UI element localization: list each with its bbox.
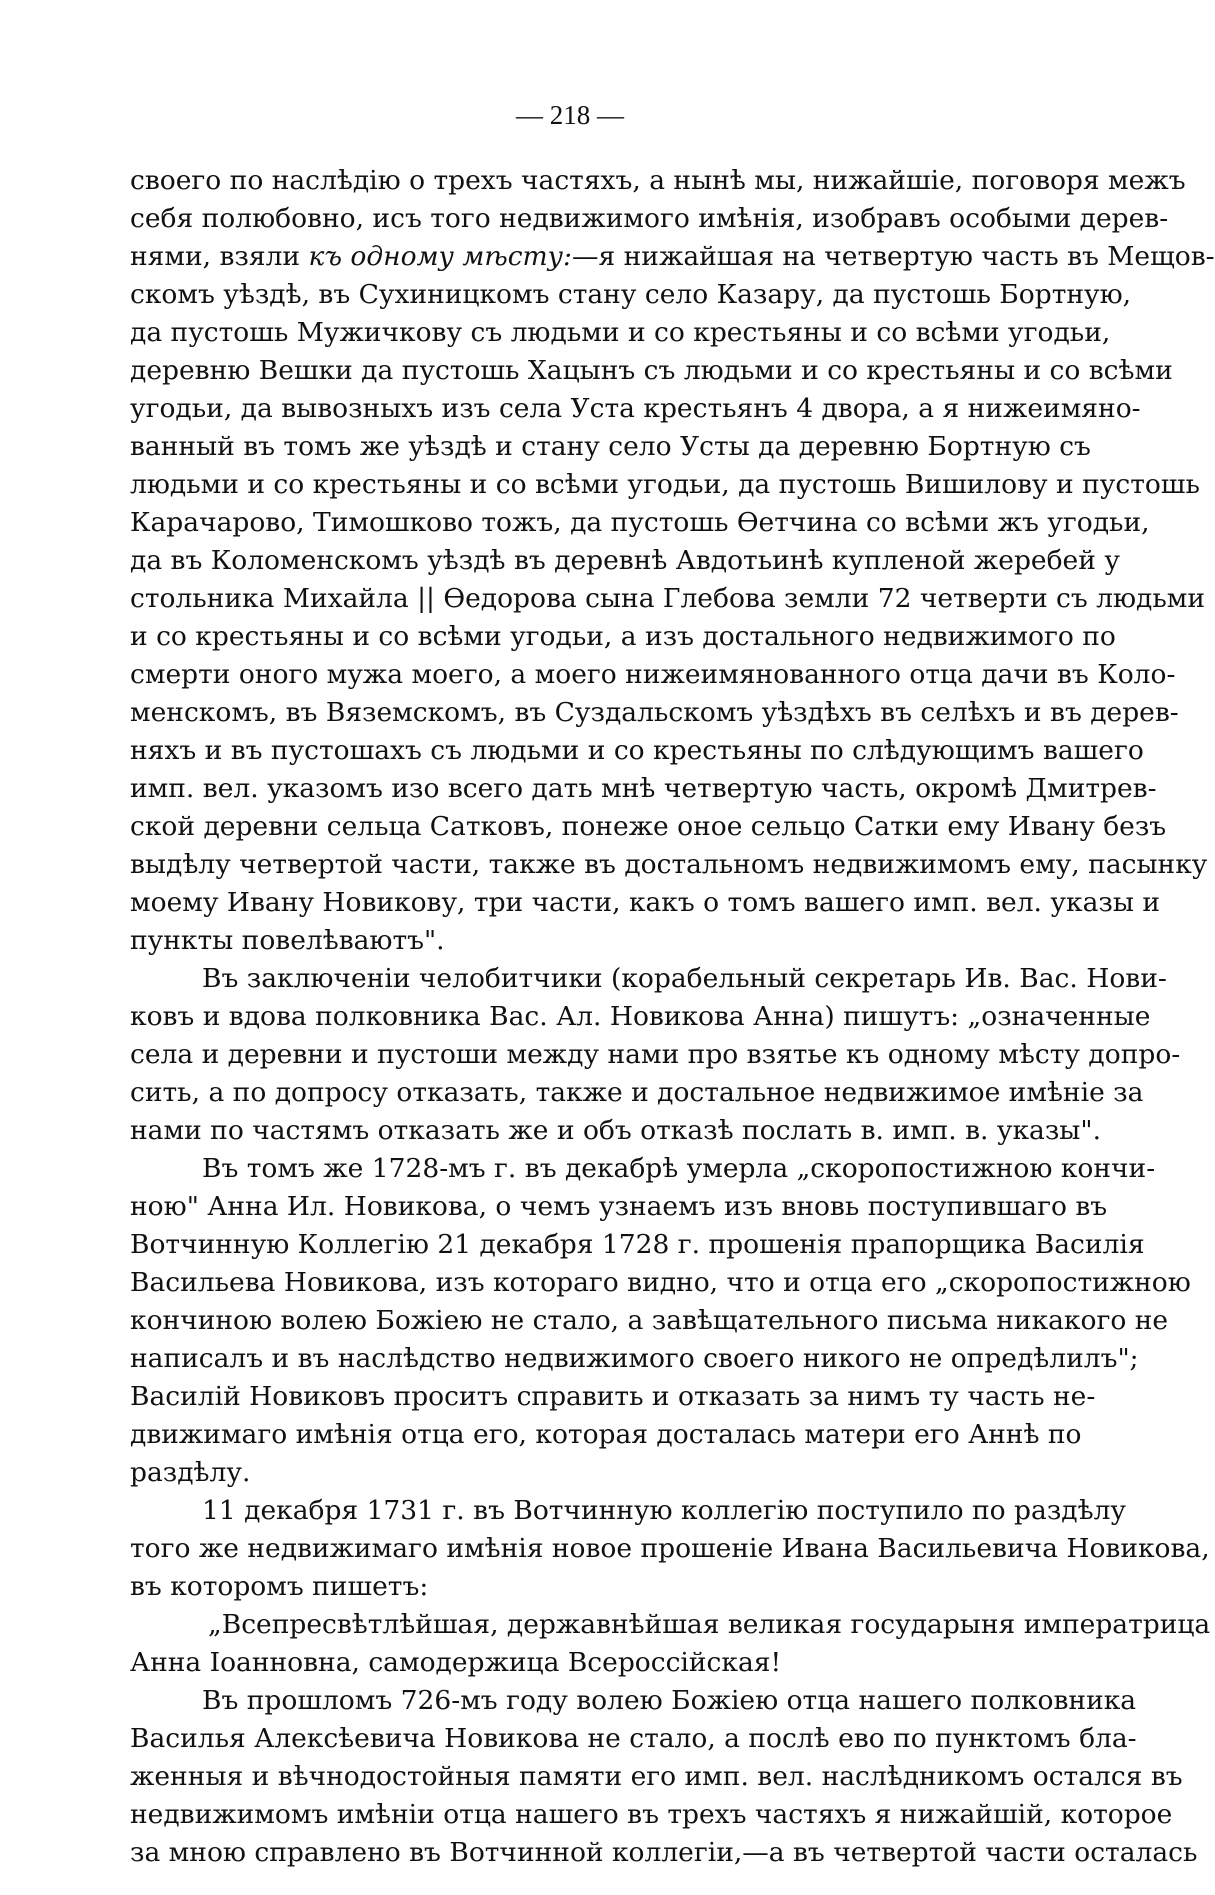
paragraph-first-line: Въ прошломъ 726-мъ году волею Божіею отца нашего полковника <box>202 1685 1137 1716</box>
page-number: — 218 — <box>516 100 624 130</box>
text-line: ковъ и вдова полковника Вас. Ал. Новикова Анна) пишутъ: „означенные <box>130 1001 1151 1032</box>
text-span: нями, взяли <box>130 241 309 272</box>
text-line: Васильева Новикова, изъ котораго видно, что и отца его „скоропостижною <box>130 1267 1191 1298</box>
text-line: смерти оного мужа моего, а моего нижеимянованного отца дачи въ Коло- <box>130 659 1176 690</box>
text-line: да пустошь Мужичкову съ людьми и со крестьяны и со всѣми угодьи, <box>130 317 1111 348</box>
text-line: своего по наслѣдію о трехъ частяхъ, а нынѣ мы, нижайшіе, поговоря межъ <box>130 165 1186 196</box>
text-line: того же недвижимаго имѣнія новое прошеніе Ивана Васильевича Новикова, <box>130 1533 1210 1564</box>
text-line: имп. вел. указомъ изо всего дать мнѣ четвертую часть, окромѣ Дмитрев- <box>130 773 1157 804</box>
text-line: скомъ уѣздѣ, въ Сухиницкомъ стану село Казару, да пустошь Бортную, <box>130 279 1132 310</box>
paragraph-first-line: Въ томъ же 1728-мъ г. въ декабрѣ умерла „скоропостижною кончи- <box>202 1153 1156 1184</box>
text-line: выдѣлу четвертой части, также въ достальномъ недвижимомъ ему, пасынку <box>130 849 1208 880</box>
paragraph-first-line: Въ заключеніи челобитчики (корабельный секретарь Ив. Вас. Нови- <box>202 963 1167 994</box>
text-line: ванный въ томъ же уѣздѣ и стану село Усты да деревню Бортную съ <box>130 431 1091 462</box>
text-span: —я нижайшая на четвертую часть въ Мещов- <box>571 241 1215 272</box>
text-line: нами по частямъ отказать же и объ отказѣ послать в. имп. в. указы". <box>130 1115 1102 1146</box>
text-line: людьми и со крестьяны и со всѣми угодьи, да пустошь Вишилову и пустошь <box>130 469 1200 500</box>
text-line: въ которомъ пишетъ: <box>130 1571 429 1602</box>
text-line: и со крестьяны и со всѣми угодьи, а изъ достального недвижимого по <box>130 621 1116 652</box>
text-line: менскомъ, въ Вяземскомъ, въ Суздальскомъ уѣздѣхъ въ селѣхъ и въ дерев- <box>130 697 1179 728</box>
text-line: да въ Коломенскомъ уѣздѣ въ деревнѣ Авдотьинѣ купленой жеребей у <box>130 545 1120 576</box>
body-text <box>130 162 1215 1872</box>
text-line: няхъ и въ пустошахъ съ людьми и со крестьяны по слѣдующимъ вашего <box>130 735 1144 766</box>
text-line: написалъ и въ наслѣдство недвижимого своего никого не опредѣлилъ"; <box>130 1343 1139 1374</box>
text-line: Анна Іоанновна, самодержица Всероссійская! <box>130 1647 782 1678</box>
text-line: недвижимомъ имѣніи отца нашего въ трехъ частяхъ я нижайшій, которое <box>130 1799 1173 1830</box>
text-line: Вотчинную Коллегію 21 декабря 1728 г. прошенія прапорщика Василія <box>130 1229 1145 1260</box>
text-line: деревню Вешки да пустошь Хацынъ съ людьми и со крестьяны и со всѣми <box>130 355 1173 386</box>
paragraph-first-line: 11 декабря 1731 г. въ Вотчинную коллегію поступило по раздѣлу <box>202 1495 1126 1526</box>
text-line: пункты повелѣваютъ". <box>130 925 445 956</box>
text-line: себя полюбовно, исъ того недвижимого имѣнія, изобравъ особыми дерев- <box>130 203 1169 234</box>
text-line: сить, а по допросу отказать, также и достальное недвижимое имѣніе за <box>130 1077 1144 1108</box>
text-line: раздѣлу. <box>130 1457 251 1488</box>
text-line: Василья Алексѣевича Новикова не стало, а послѣ ево по пунктомъ бла- <box>130 1723 1137 1754</box>
text-line: Карачарово, Тимошково тожъ, да пустошь Ѳетчина со всѣми жъ угодьи, <box>130 507 1150 538</box>
text-line: женныя и вѣчнодостойныя памяти его имп. вел. наслѣдникомъ остался въ <box>130 1761 1183 1792</box>
text-line: стольника Михайла || Ѳедорова сына Глебова земли 72 четверти съ людьми <box>130 583 1206 614</box>
text-line: ною" Анна Ил. Новикова, о чемъ узнаемъ изъ вновь поступившаго въ <box>130 1191 1108 1222</box>
text-line: ской деревни сельца Сатковъ, понеже оное сельцо Сатки ему Ивану безъ <box>130 811 1167 842</box>
text-line: моему Ивану Новикову, три части, какъ о томъ вашего имп. вел. указы и <box>130 887 1160 918</box>
text-line: угодьи, да вывозныхъ изъ села Уста крестьянъ 4 двора, а я нижеимяно- <box>130 393 1141 424</box>
text-line: села и деревни и пустоши между нами про взятье къ одному мѣсту допро- <box>130 1039 1181 1070</box>
quote-first-line: „Всепресвѣтлѣйшая, державнѣйшая великая государыня императрица <box>208 1609 1211 1640</box>
text-line: за мною справлено въ Вотчинной коллегіи,—а въ четвертой части осталась <box>130 1837 1198 1868</box>
text-line: движимаго имѣнія отца его, которая досталась матери его Аннѣ по <box>130 1419 1082 1450</box>
text-line: кончиною волею Божіею не стало, а завѣщательного письма никакого не <box>130 1305 1169 1336</box>
text-line: Василій Новиковъ проситъ справить и отказать за нимъ ту часть не- <box>130 1381 1096 1412</box>
italic-phrase: къ одному мѣсту: <box>308 241 572 272</box>
text-line <box>130 238 1215 276</box>
